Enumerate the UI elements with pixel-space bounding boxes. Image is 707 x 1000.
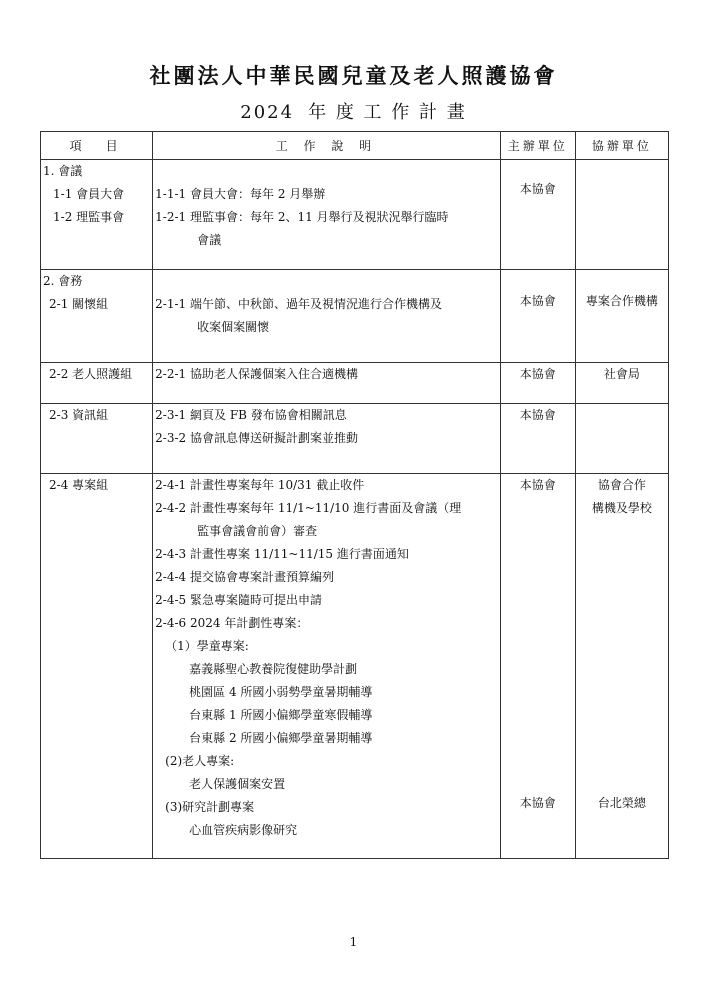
table-row (41, 270, 669, 363)
description-line: 監事會議會前會）審查 (197, 524, 318, 538)
item-label: 2-2 老人照護組 (49, 367, 133, 381)
description-line: 2-2-1 協助老人保護個案入住合適機構 (155, 367, 359, 381)
description-line: 桃園區 4 所國小弱勢學童暑期輔導 (189, 685, 373, 699)
description-line: 1-2-1 理監事會：每年 2、11 月舉行及視狀況舉行臨時 (155, 210, 449, 224)
item-cell (41, 363, 153, 404)
plan-subtitle-text: 年 度 工 作 計 畫 (308, 102, 467, 123)
description-line: 2-3-1 網頁及 FB 發布協會相關訊息 (155, 408, 347, 422)
co-unit-research: 台北榮總 (597, 796, 646, 810)
header-description: 工 作 說 明 (153, 132, 501, 160)
header-item: 項 目 (41, 132, 153, 160)
item-label: 1-2 理監事會 (53, 210, 125, 224)
table-row (41, 363, 669, 404)
host-unit: 本協會 (519, 294, 556, 308)
host-cell (500, 270, 575, 363)
description-line: 2-4-4 提交協會專案計畫預算編列 (155, 570, 335, 584)
document-subtitle (0, 98, 707, 124)
header-co-unit: 協辦單位 (575, 132, 668, 160)
host-cell (500, 404, 575, 474)
item-label: 2. 會務 (43, 274, 83, 288)
description-line: 2-4-3 計畫性專案 11/11~11/15 進行書面通知 (155, 547, 409, 561)
item-label: 2-4 專案組 (49, 478, 109, 492)
description-line: 會議 (197, 233, 222, 247)
item-label: 1-1 會員大會 (53, 187, 125, 201)
host-cell (500, 474, 575, 859)
description-line (153, 270, 500, 293)
item-cell (41, 404, 153, 474)
co-unit-line: 協會合作 (597, 478, 646, 492)
description-line: 心血管疾病影像研究 (189, 823, 298, 837)
item-label: 1. 會議 (43, 164, 83, 178)
description-line: （1）學童專案: (165, 639, 249, 653)
description-cell (153, 270, 501, 363)
item-label: 2-3 資訊組 (49, 408, 109, 422)
host-unit: 本協會 (519, 367, 556, 381)
description-line: 2-4-2 計畫性專案每年 11/1~11/10 進行書面及會議（理 (155, 501, 462, 515)
item-cell (41, 474, 153, 859)
description-cell (153, 160, 501, 270)
plan-year: 2024 (240, 102, 295, 123)
co-cell (575, 404, 668, 474)
host-unit: 本協會 (519, 408, 556, 422)
description-line: 台東縣 1 所國小偏鄉學童寒假輔導 (189, 708, 373, 722)
co-unit-line: 構機及學校 (591, 501, 652, 515)
co-unit: 專案合作機構 (585, 294, 658, 308)
item-label: 2-1 關懷組 (49, 297, 109, 311)
item-cell (41, 270, 153, 363)
host-cell (500, 160, 575, 270)
description-line: 2-3-2 協會訊息傳送研擬計劃案並推動 (155, 431, 359, 445)
description-cell (153, 404, 501, 474)
description-cell (153, 474, 501, 859)
description-line: 收案個案關懷 (197, 320, 270, 334)
description-line: 台東縣 2 所國小偏鄉學童暑期輔導 (189, 731, 373, 745)
description-line: 嘉義縣聖心教養院復健助學計劃 (189, 662, 358, 676)
description-line: (3)研究計劃專案 (165, 800, 255, 814)
host-unit: 本協會 (519, 182, 556, 196)
item-cell (41, 160, 153, 270)
co-cell (575, 160, 668, 270)
header-host-unit: 主辦單位 (500, 132, 575, 160)
description-line: 2-4-6 2024 年計劃性專案： (155, 616, 309, 630)
table-row (41, 474, 669, 859)
host-cell (500, 363, 575, 404)
table-header-row (41, 132, 669, 160)
co-unit: 社會局 (603, 367, 640, 381)
description-line: 1-1-1 會員大會：每年 2 月舉辦 (155, 187, 326, 201)
co-cell (575, 270, 668, 363)
co-cell (575, 474, 668, 859)
description-line: (2)老人專案: (165, 754, 235, 768)
work-plan-table (40, 131, 669, 859)
host-unit-research: 本協會 (519, 796, 556, 810)
description-line: 老人保護個案安置 (189, 777, 286, 791)
co-cell (575, 363, 668, 404)
table-row (41, 160, 669, 270)
page-number: 1 (349, 935, 358, 949)
description-line: 2-4-5 緊急專案隨時可提出申請 (155, 593, 323, 607)
table-row (41, 404, 669, 474)
host-unit: 本協會 (519, 478, 556, 492)
document-title: 社團法人中華民國兒童及老人照護協會 (149, 63, 558, 88)
description-line: 2-4-1 計畫性專案每年 10/31 截止收件 (155, 478, 365, 492)
description-cell (153, 363, 501, 404)
description-line: 2-1-1 端午節、中秋節、過年及視情況進行合作機構及 (155, 297, 443, 311)
description-line (153, 160, 500, 183)
